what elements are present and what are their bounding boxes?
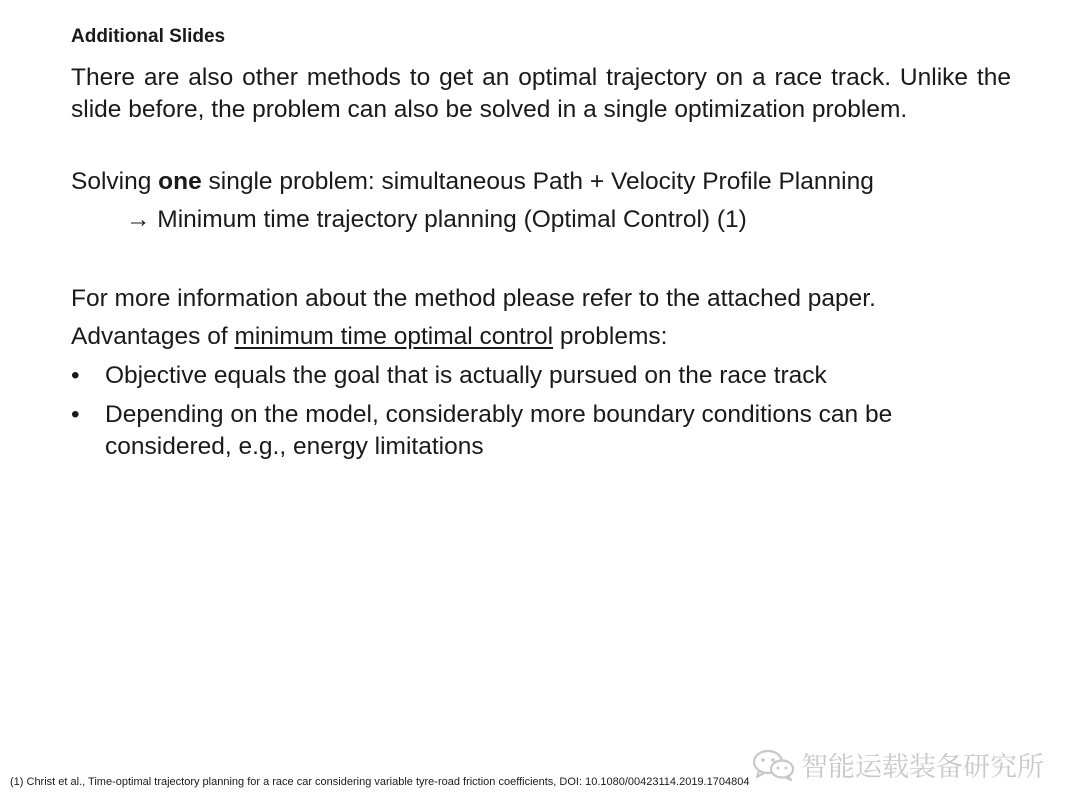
advantages-underlined: minimum time optimal control xyxy=(234,323,554,350)
right-arrow-icon: → xyxy=(126,206,151,233)
watermark-text: 智能运载装备研究所 xyxy=(801,752,1044,783)
bullet-icon: • xyxy=(71,362,80,389)
solving-suffix: single problem: simultaneous Path + Velocity Profile Planning xyxy=(201,168,874,195)
more-info-line: For more information about the method please refer to the attached paper. xyxy=(71,285,876,312)
solving-line xyxy=(71,166,1011,198)
advantages-suffix: problems: xyxy=(553,323,668,350)
solving-bold-word: one xyxy=(158,168,202,195)
advantages-prefix: Advantages of xyxy=(71,323,235,350)
slide-title: Additional Slides xyxy=(71,26,226,47)
arrow-text: Minimum time trajectory planning (Optimal Control) (1) xyxy=(150,206,747,233)
intro-paragraph: There are also other methods to get an optimal trajectory on a race track. Unlike the slide before, the problem can also be solved in a single optimization problem. xyxy=(71,64,1011,123)
footnote: (1) Christ et al., Time-optimal trajectory planning for a race car considering variable tyre-road friction coefficients, DOI: 10.1080/00423114.2019.1704804 xyxy=(10,776,750,788)
bullet-text: Objective equals the goal that is actually pursued on the race track xyxy=(105,362,827,389)
solving-prefix: Solving xyxy=(71,168,159,195)
watermark xyxy=(751,745,1044,784)
bullet-item xyxy=(71,399,991,463)
bullet-text: Depending on the model, considerably more boundary conditions can be considered, e.g., energy limitations xyxy=(105,401,893,460)
advantages-line xyxy=(71,321,1011,353)
bullet-icon: • xyxy=(71,401,80,428)
bullet-item xyxy=(71,360,991,392)
wechat-icon xyxy=(751,748,797,782)
arrow-line xyxy=(126,204,747,236)
